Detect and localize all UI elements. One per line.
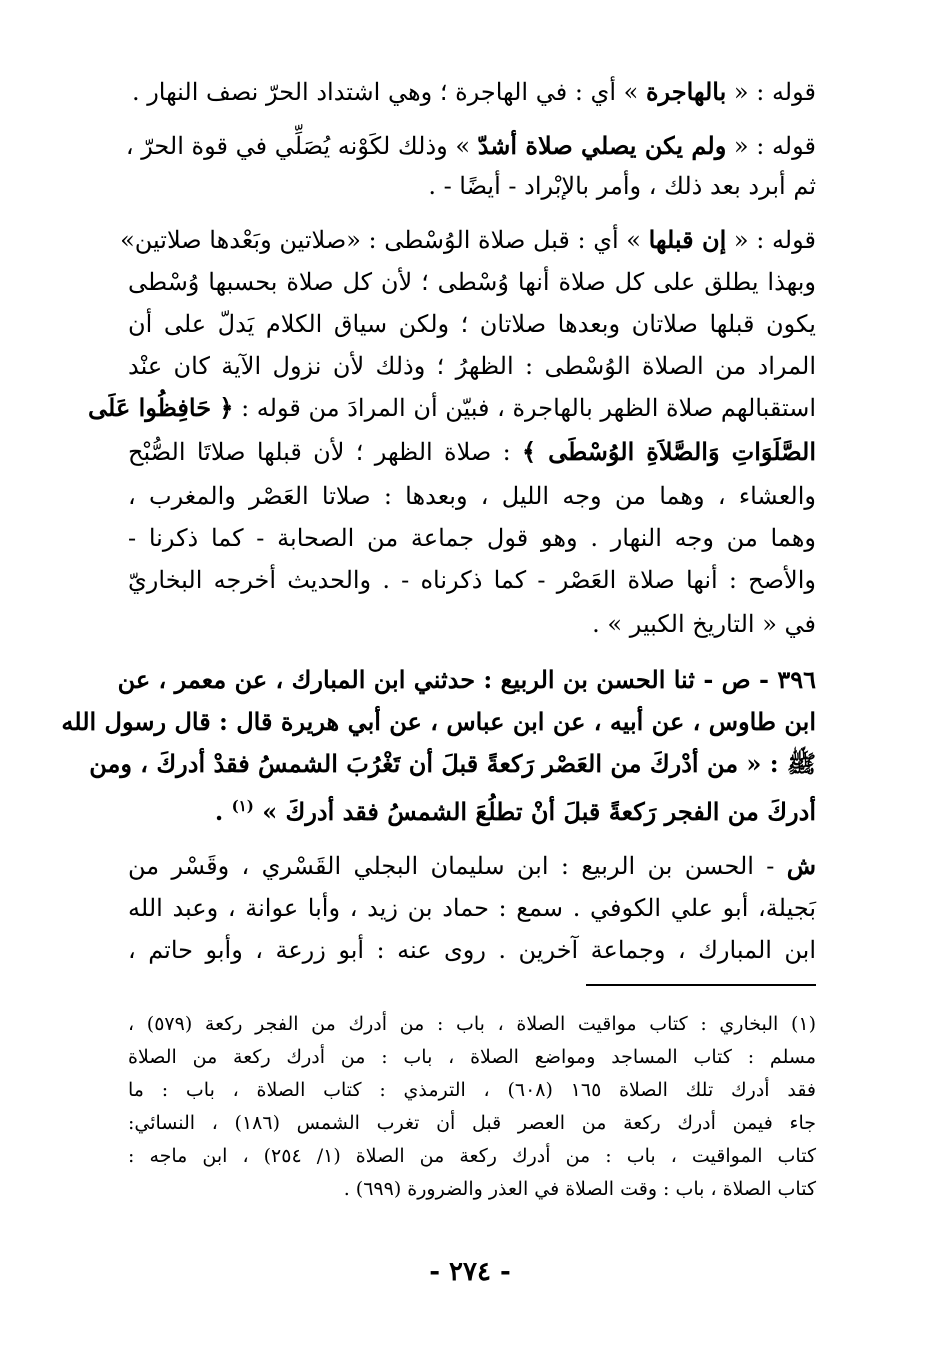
text-line: يكون قبلها صلاتان وبعدها صلاتان ؛ ولكن سياق الكلام يَدلّ على أن xyxy=(128,310,816,338)
page-number: - ٢٧٤ - xyxy=(429,1257,511,1287)
footnote-separator xyxy=(586,984,816,986)
text-line: بَجيلة، أبو علي الكوفي . سمع : حماد بن زيد ، وأبا عوانة ، وعبد الله xyxy=(128,894,816,922)
footnote-line: (١) البخاري : كتاب مواقيت الصلاة ، باب : من أدرك من الفجر ركعة (٥٧٩) ، xyxy=(128,1013,816,1035)
text-line: في « التاريخ الكبير » . xyxy=(592,610,816,638)
footnote-line: مسلم : كتاب المساجد ومواضع الصلاة ، باب : من أدرك ركعة من الصلاة xyxy=(128,1046,816,1068)
text-line: وبهذا يطلق على كل صلاة أنها وُسْطى ؛ لأن كل صلاة بحسبها وُسْطى xyxy=(128,268,816,296)
hadith-line: أدركَ من الفجر رَكعةً قبلَ أنْ تطلُعَ الشمسُ فقد أدركَ » $^{(١)}$ . xyxy=(214,797,816,826)
footnote-line: كتاب الصلاة ، باب : وقت الصلاة في العذر والضرورة (٦٩٩) . xyxy=(343,1178,816,1200)
footnote-ref: (١) xyxy=(231,797,254,815)
hadith-line: ﷺ : « من أدْركَ من العَصْر رَكعةً قبلَ أن تَغْرُبَ الشمسُ فقدْ أدركَ ، ومن xyxy=(89,749,816,778)
footnote-line: فقد أدرك تلك الصلاة ١٦٥ (٦٠٨) ، الترمذي : كتاب الصلاة ، باب : ما xyxy=(128,1079,817,1101)
hadith-line: ٣٩٦ - ص - ثنا الحسن بن الربيع : حدثني ابن المبارك ، عن معمر ، عن xyxy=(117,665,816,694)
text-line: ش - الحسن بن الربيع : ابن سليمان البجلي القَسْري ، وقَسْر من xyxy=(128,851,816,880)
text-line: والأصح : أنها صلاة العَصْر - كما ذكرناه - . والحديث أخرجه البخاريّ xyxy=(128,566,816,594)
text-line: المراد من الصلاة الوُسْطى : الظهرُ ؛ وذلك لأن نزول الآية كان عنْد xyxy=(128,352,816,380)
quran-verse: ﴿ حَافِظُوا عَلَى xyxy=(88,393,234,422)
footnote-line: كتاب المواقيت ، باب : من أدرك ركعة من الصلاة (١/ ٢٥٤) ، ابن ماجه : xyxy=(128,1145,816,1167)
quran-verse: الصَّلَوَاتِ وَالصَّلاَةِ الوُسْطَى ﴾ xyxy=(521,437,817,466)
text-line: قوله : « إن قبلها » أي : قبل صلاة الوُسْطى : «صلاتين وبَعْدها صلاتين» xyxy=(120,225,816,254)
text-line: وهما من وجه النهار . وهو قول جماعة من الصحابة - كما ذكرنا - xyxy=(128,524,816,552)
hadith-line: ابن طاوس ، عن أبيه ، عن ابن عباس ، عن أبي هريرة قال : قال رسول الله xyxy=(61,707,816,736)
text-line: قوله : « بالهاجرة » أي : في الهاجرة ؛ وهي اشتداد الحرّ نصف النهار . xyxy=(131,77,816,106)
footnote-line: جاء فيمن أدرك ركعة من العصر قبل أن تغرب الشمس (١٨٦) ، النسائي: xyxy=(128,1112,816,1134)
text-line: الصَّلَوَاتِ وَالصَّلاَةِ الوُسْطَى ﴾ : صلاة الظهر ؛ لأن قبلها صلاتَا الصُّبْح xyxy=(128,437,817,466)
text-line: استقبالهم صلاة الظهر بالهاجرة ، فبيّن أن المرادَ من قوله : ﴿ حَافِظُوا عَلَى xyxy=(88,393,816,422)
text-line: والعشاء ، وهما من وجه الليل ، وبعدها : صلاتا العَصْر والمغرب ، xyxy=(128,482,816,510)
text-line: ثم أبرد بعد ذلك ، وأمر بالإبْراد - أيضًا - . xyxy=(428,172,816,200)
text-line: ابن المبارك ، وجماعة آخرين . روى عنه : أبو زرعة ، وأبو حاتم ، xyxy=(128,936,816,964)
text-line: قوله : « ولم يكن يصلي صلاة أشدّ » وذلك لكَوْنه يُصَلِّي في قوة الحرّ ، xyxy=(125,131,816,160)
